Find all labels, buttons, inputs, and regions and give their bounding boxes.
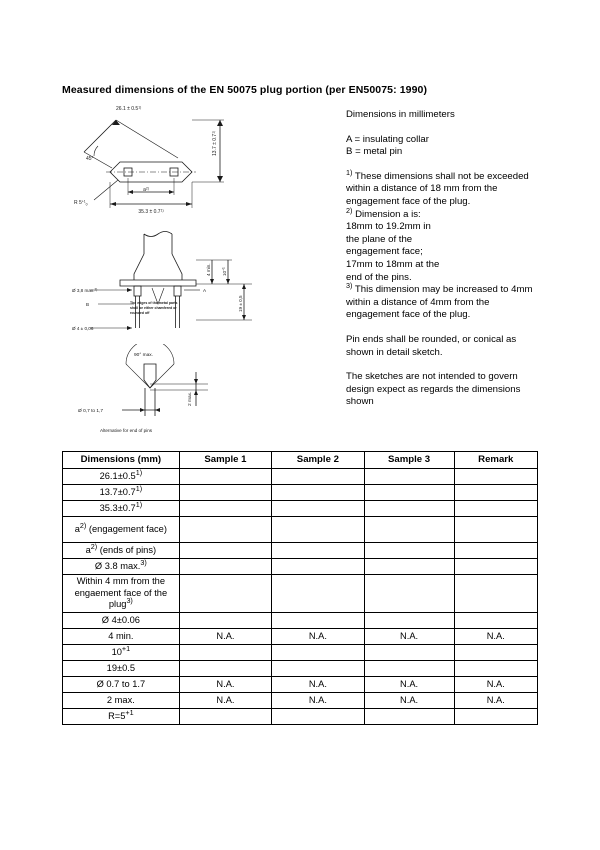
cell-sample2[interactable]: N.A. xyxy=(272,693,364,709)
footnote-2-marker: 2) xyxy=(346,205,353,215)
table-header-row xyxy=(63,452,538,469)
cell-dimension xyxy=(63,677,180,693)
note-pin-ends: Pin ends shall be rounded, or conical as shown in detail sketch. xyxy=(346,333,517,358)
cell-dimension xyxy=(63,613,180,629)
cell-sample3[interactable]: N.A. xyxy=(364,629,454,645)
cell-sample2[interactable] xyxy=(272,485,364,501)
dim-a: $a^{2)}$ xyxy=(143,186,149,193)
cell-dimension xyxy=(63,629,180,645)
column-header-sample-1: Sample 1 xyxy=(179,452,271,469)
cell-sample2[interactable] xyxy=(272,501,364,517)
cell-remark[interactable] xyxy=(454,501,537,517)
dimension-superscript: 3) xyxy=(140,557,147,567)
cell-remark[interactable] xyxy=(454,485,537,501)
cell-dimension xyxy=(63,693,180,709)
cell-sample2[interactable] xyxy=(272,517,364,543)
cell-sample1[interactable] xyxy=(179,661,271,677)
cell-dimension xyxy=(63,575,180,613)
notes-column xyxy=(346,109,536,409)
cell-sample3[interactable] xyxy=(364,575,454,613)
dimension-value: 10 xyxy=(111,646,122,657)
cell-sample3[interactable] xyxy=(364,661,454,677)
dimension-value: 4 min. xyxy=(108,630,134,641)
cell-remark[interactable]: N.A. xyxy=(454,693,537,709)
note-chamfer-line3: rounded off xyxy=(130,311,150,315)
dim-2max: 2 max. xyxy=(188,391,193,406)
dimension-value: R=5 xyxy=(108,710,126,721)
table-row xyxy=(63,693,538,709)
cell-sample1[interactable] xyxy=(179,485,271,501)
cell-sample1[interactable] xyxy=(179,469,271,485)
column-header-dimensions: Dimensions (mm) xyxy=(63,452,180,469)
footnote-2-line4: engagement face; xyxy=(346,246,423,258)
dim-angle: 45° xyxy=(86,156,94,162)
cell-dimension xyxy=(63,559,180,575)
note-chamfer-line2: shall be either chamfered or xyxy=(130,306,177,310)
dimension-superscript: 3) xyxy=(126,596,133,606)
cell-sample2[interactable] xyxy=(272,661,364,677)
dim-10: $10^{+1}$ xyxy=(221,267,227,276)
cell-dimension xyxy=(63,709,180,725)
cell-sample3[interactable] xyxy=(364,469,454,485)
footnote-1-marker: 1) xyxy=(346,167,353,177)
table-row xyxy=(63,709,538,725)
cell-sample3[interactable] xyxy=(364,543,454,559)
cell-sample1[interactable]: N.A. xyxy=(179,629,271,645)
cell-sample2[interactable] xyxy=(272,575,364,613)
cell-sample3[interactable] xyxy=(364,517,454,543)
cell-sample3[interactable] xyxy=(364,485,454,501)
footnote-2-line2: 18mm to 19.2mm in xyxy=(346,221,431,233)
dimension-superscript: +1 xyxy=(125,707,134,717)
dimension-superscript: 2) xyxy=(90,541,98,551)
cell-dimension xyxy=(63,645,180,661)
footnote-2-line3: the plane of the xyxy=(346,233,413,245)
cell-sample3[interactable] xyxy=(364,559,454,575)
note-footnote-1 xyxy=(346,167,536,209)
cell-sample2[interactable]: N.A. xyxy=(272,629,364,645)
drawing-top-view xyxy=(72,100,272,218)
cell-remark[interactable] xyxy=(454,575,537,613)
table-row xyxy=(63,543,538,559)
table-row xyxy=(63,517,538,543)
cell-sample2[interactable] xyxy=(272,543,364,559)
cell-remark[interactable] xyxy=(454,645,537,661)
measurement-table-wrapper xyxy=(62,451,538,725)
cell-remark[interactable] xyxy=(454,661,537,677)
table-row xyxy=(63,661,538,677)
cell-sample2[interactable] xyxy=(272,613,364,629)
dim-19: 19 ± 0,5 xyxy=(238,295,243,312)
dimension-value: Ø 4±0.06 xyxy=(101,614,140,625)
dimension-superscript: +1 xyxy=(121,643,131,653)
drawing-detail-view xyxy=(78,344,268,436)
dim-cone-angle: 90° max. xyxy=(134,353,153,358)
detail-caption: Alternative for end of pins xyxy=(100,428,153,433)
cell-sample3[interactable] xyxy=(364,501,454,517)
note-units: Dimensions in millimeters xyxy=(346,109,455,120)
cell-remark[interactable]: N.A. xyxy=(454,629,537,645)
cell-remark[interactable] xyxy=(454,559,537,575)
cell-remark[interactable] xyxy=(454,517,537,543)
note-legend-b: B = metal pin xyxy=(346,146,403,158)
cell-remark[interactable] xyxy=(454,543,537,559)
cell-dimension xyxy=(63,517,180,543)
cell-sample1[interactable] xyxy=(179,559,271,575)
dimension-superscript: 1) xyxy=(135,483,143,493)
footnote-2-line6: end of the pins. xyxy=(346,271,412,283)
dimension-tail: (engagement face) xyxy=(86,523,167,534)
table-row xyxy=(63,559,538,575)
cell-dimension xyxy=(63,661,180,677)
footnote-1-text: These dimensions shall not be exceeded within a distance of 18 mm from the engagement face of the plug. xyxy=(346,170,529,207)
cell-remark[interactable] xyxy=(454,469,537,485)
dimension-value: Ø 3.8 max. xyxy=(94,560,141,571)
cell-sample1[interactable]: N.A. xyxy=(179,677,271,693)
dim-4min: 4 min. xyxy=(206,263,211,276)
dimension-value: 2 max. xyxy=(106,694,135,705)
column-header-sample-2: Sample 2 xyxy=(272,452,364,469)
dim-width: $35.3 \pm 0.7^{1)}$ xyxy=(138,208,164,215)
cell-sample3[interactable] xyxy=(364,645,454,661)
dim-tip-dia: Ø 0,7 to 1,7 xyxy=(78,409,104,414)
cell-sample2[interactable] xyxy=(272,469,364,485)
cell-sample1[interactable]: N.A. xyxy=(179,693,271,709)
dimension-value: Within 4 mm from the engaement face of the plug xyxy=(74,576,168,610)
column-header-sample-3: Sample 3 xyxy=(364,452,454,469)
dimension-superscript: 2) xyxy=(79,520,87,530)
label-b: B xyxy=(86,302,90,307)
cell-sample2[interactable] xyxy=(272,559,364,575)
cell-sample3[interactable]: N.A. xyxy=(364,677,454,693)
cell-dimension xyxy=(63,543,180,559)
cell-remark[interactable] xyxy=(454,613,537,629)
table-row xyxy=(63,629,538,645)
dim-diagonal: $26.1 \pm 0.5^{1)}$ xyxy=(116,105,142,112)
table-row xyxy=(63,613,538,629)
dim-radius: R $5^{+1}_0$ xyxy=(74,199,88,207)
page-title: Measured dimensions of the EN 50075 plug portion (per EN50075: 1990) xyxy=(62,84,428,96)
dimension-value: 19±0.5 xyxy=(106,662,136,673)
footnote-2-text: Dimension a is: xyxy=(355,208,421,220)
dimension-superscript: 1) xyxy=(135,499,143,509)
cell-sample3[interactable]: N.A. xyxy=(364,693,454,709)
table-row xyxy=(63,485,538,501)
table-row xyxy=(63,575,538,613)
cell-dimension xyxy=(63,485,180,501)
cell-sample1[interactable] xyxy=(179,709,271,725)
table-row xyxy=(63,677,538,693)
table-row xyxy=(63,645,538,661)
note-disclaimer: The sketches are not intended to govern design expect as regards the dimensions shown xyxy=(346,371,521,408)
dimension-value: a xyxy=(85,544,91,555)
dimension-value: 13.7±0.7 xyxy=(99,486,136,497)
cell-sample1[interactable] xyxy=(179,501,271,517)
cell-sample2[interactable]: N.A. xyxy=(272,677,364,693)
dimension-value: 26.1±0.5 xyxy=(99,470,136,481)
table-row xyxy=(63,469,538,485)
cell-remark[interactable]: N.A. xyxy=(454,677,537,693)
cell-sample2[interactable] xyxy=(272,645,364,661)
measurement-table xyxy=(62,451,538,725)
dimension-tail: (ends of pins) xyxy=(97,544,157,555)
note-chamfer-line1: The edges of the metal parts xyxy=(130,301,178,305)
note-footnote-3 xyxy=(346,280,536,322)
footnote-2-line5: 17mm to 18mm at the xyxy=(346,258,440,270)
note-footnote-2 xyxy=(346,205,536,222)
cell-sample1[interactable] xyxy=(179,575,271,613)
cell-dimension xyxy=(63,501,180,517)
table-row xyxy=(63,501,538,517)
label-a: A xyxy=(203,288,207,293)
cell-sample1[interactable] xyxy=(179,613,271,629)
cell-sample1[interactable] xyxy=(179,645,271,661)
cell-sample3[interactable] xyxy=(364,709,454,725)
cell-sample2[interactable] xyxy=(272,709,364,725)
dimension-value: a xyxy=(74,523,80,534)
note-legend-a: A = insulating collar xyxy=(346,133,429,145)
dim-hole: Ø 4 ± 0,06 xyxy=(72,326,94,331)
cell-sample3[interactable] xyxy=(364,613,454,629)
dim-vertical: $13.7 \pm 0.7^{1)}$ xyxy=(211,130,218,156)
cell-sample1[interactable] xyxy=(179,543,271,559)
dimension-value: 35.3±0.7 xyxy=(99,502,136,513)
column-header-remark: Remark xyxy=(454,452,537,469)
drawing-side-view xyxy=(72,228,282,338)
dimension-superscript: 1) xyxy=(135,467,143,477)
footnote-3-marker: 3) xyxy=(346,280,353,290)
cell-dimension xyxy=(63,469,180,485)
cell-sample1[interactable] xyxy=(179,517,271,543)
table-body xyxy=(63,469,538,725)
footnote-3-text: This dimension may be increased to 4mm within a distance of 4mm from the engagement face of the plug. xyxy=(346,284,533,321)
cell-remark[interactable] xyxy=(454,709,537,725)
dim-pin-dia: Ø 3,8 max.$^{2)}$ xyxy=(72,287,98,293)
dimension-value: Ø 0.7 to 1.7 xyxy=(96,678,146,689)
